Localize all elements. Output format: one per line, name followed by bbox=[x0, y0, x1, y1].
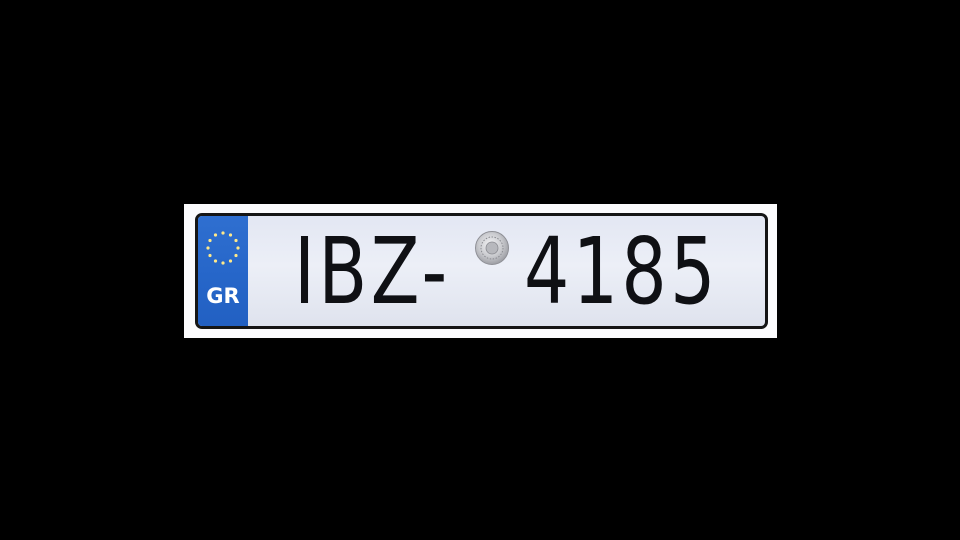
country-code: GR bbox=[206, 284, 240, 308]
eu-band bbox=[198, 216, 248, 326]
license-plate bbox=[195, 213, 768, 329]
hologram-seal-icon bbox=[474, 230, 510, 266]
plate-photo bbox=[184, 204, 777, 338]
plate-number: 4185 bbox=[524, 218, 719, 325]
eu-stars-icon bbox=[203, 228, 243, 268]
plate-series: IBZ- bbox=[294, 218, 451, 325]
